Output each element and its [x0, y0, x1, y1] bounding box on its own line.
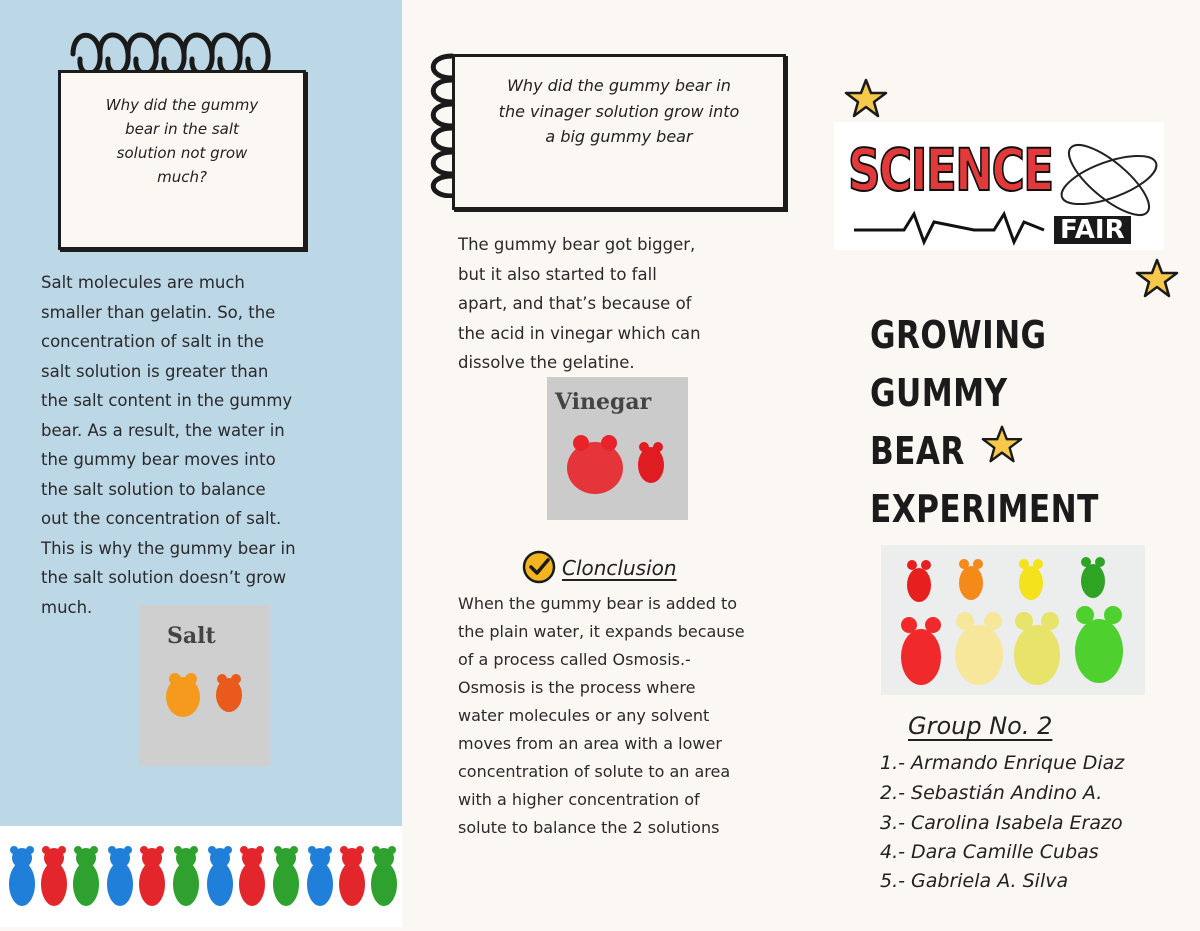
member-4: 4.- Dara Camille Cubas: [880, 841, 1099, 863]
star-icon: [1134, 258, 1180, 298]
question-text-vinegar: Why did the gummy bear in the vinager solution grow into a big gummy bear: [498, 76, 740, 147]
vinegar-photo-label: Vinegar: [555, 389, 652, 415]
gummy-bears-row-icon: [0, 826, 402, 927]
salt-photo-label: Salt: [167, 623, 216, 649]
gummy-bears-icon: [881, 545, 1145, 695]
gummy-bear-icon: [161, 667, 251, 722]
left-panel: [0, 0, 402, 927]
gummy-bear-icon: [563, 433, 673, 503]
conclusion-heading: Clonclusion: [562, 556, 677, 580]
salt-photo: [139, 605, 270, 766]
title-line-1: GROWING: [870, 313, 1047, 357]
vinegar-explanation: The gummy bear got bigger, but it also started to fall apart, and that’s because of the acid in vinegar which can dissolve the gelatine.: [458, 235, 701, 372]
checkmark-icon: [522, 550, 556, 584]
conclusion-body: When the gummy bear is added to the plain water, it expands because of a process called Osmosis.- Osmosis is the process where water molecules or any solvent moves from an area with a lower concentration of solute to an area with a higher concentration of solute to balance the 2 solutions: [458, 594, 745, 837]
star-icon: [843, 78, 889, 118]
gummy-bears-photo: [881, 545, 1145, 695]
title-line-2: GUMMY: [870, 371, 1008, 415]
middle-panel: [402, 0, 810, 927]
science-fair-logo: [834, 122, 1164, 250]
logo-word-science: SCIENCE: [848, 136, 1053, 204]
logo-word-fair: FAIR: [1054, 216, 1131, 244]
title-line-4: EXPERIMENT: [870, 487, 1099, 531]
group-heading: Group No. 2: [908, 712, 1053, 740]
star-icon: [980, 424, 1024, 464]
vinegar-photo: [547, 377, 688, 520]
gummy-bear-strip: [0, 826, 402, 927]
question-card-vinegar: [452, 54, 786, 210]
question-card-salt: [58, 70, 306, 250]
salt-explanation: Salt molecules are much smaller than gelatin. So, the concentration of salt in the salt solution is greater than the salt content in the gummy bear. As a result, the water in the gummy bear moves into the salt solution to balance out the concentration of salt. This is why the gummy bear in the salt solution doesn’t grow much.: [41, 273, 296, 617]
member-3: 3.- Carolina Isabela Erazo: [880, 812, 1123, 834]
title-line-3: BEAR: [870, 429, 965, 473]
question-text-salt: Why did the gummy bear in the salt solution not grow much?: [105, 96, 259, 186]
member-5: 5.- Gabriela A. Silva: [880, 870, 1069, 892]
member-2: 2.- Sebastián Andino A.: [880, 782, 1103, 804]
member-1: 1.- Armando Enrique Diaz: [880, 752, 1125, 774]
